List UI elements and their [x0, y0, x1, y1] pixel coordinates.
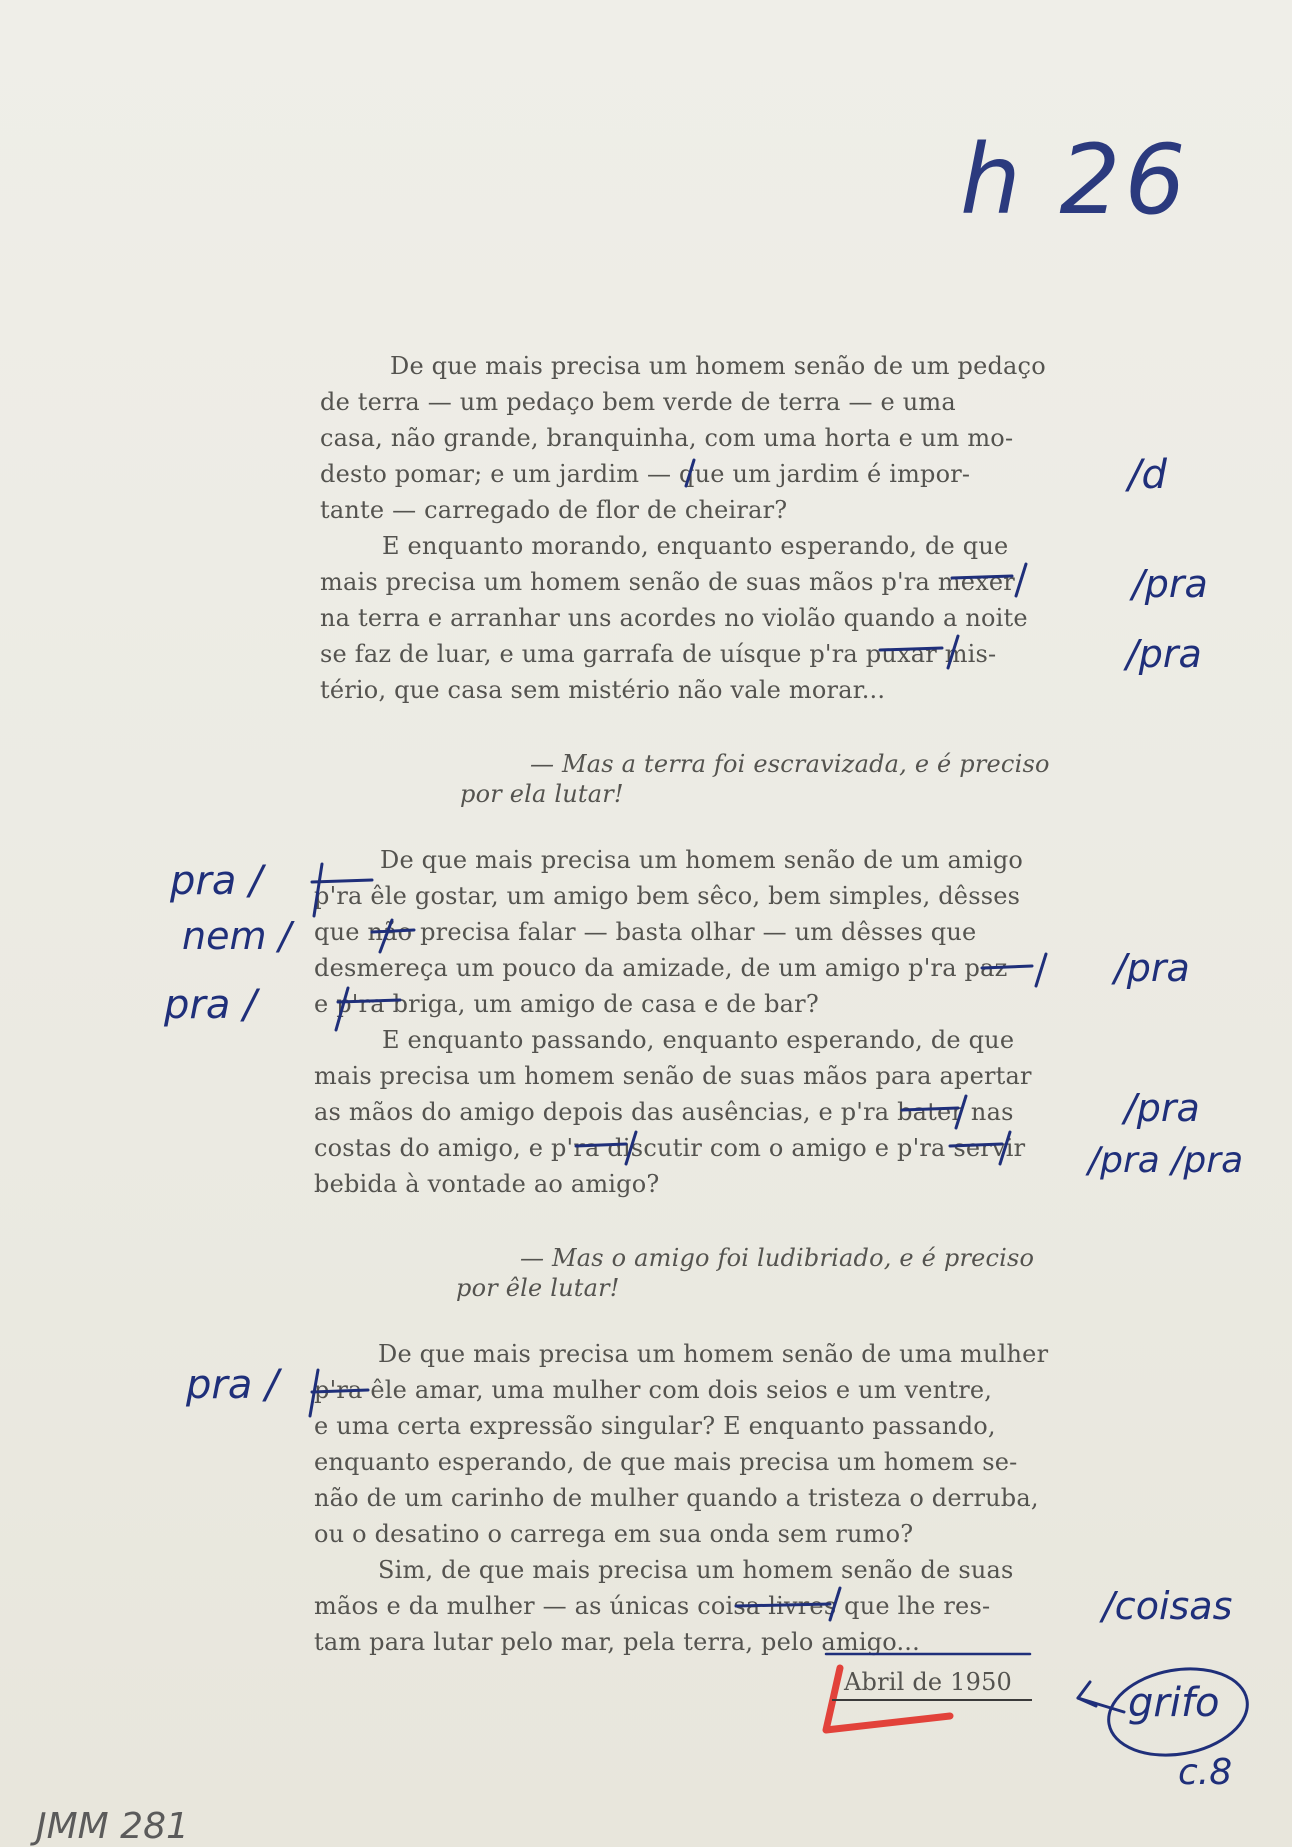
insert-slash [626, 1132, 636, 1164]
folio-number: h 26 [960, 124, 1190, 236]
strikethrough [338, 1000, 400, 1002]
text-line: De que mais precisa um homem senão de um amigo [380, 846, 1024, 874]
strikethrough [880, 648, 942, 650]
refrain-line: por ela lutar! [460, 780, 624, 808]
text-line: desto pomar; e um jardim — que um jardim é impor- [320, 460, 971, 488]
grifo-sub-note: c.8 [1178, 1752, 1233, 1793]
margin-note: /pra [1126, 632, 1202, 676]
text-line: bebida à vontade ao amigo? [314, 1170, 660, 1198]
text-line: p'ra êle gostar, um amigo bem sêco, bem simples, dêsses [314, 882, 1021, 910]
text-line: não de um carinho de mulher quando a tristeza o derruba, [314, 1484, 1039, 1512]
text-line: tério, que casa sem mistério não vale morar... [320, 676, 886, 704]
strikethrough [902, 1108, 958, 1110]
text-line: De que mais precisa um homem senão de uma mulher [378, 1340, 1049, 1368]
text-line: p'ra êle amar, uma mulher com dois seios e um ventre, [314, 1376, 993, 1404]
strikethrough [950, 1144, 1002, 1146]
margin-note: pra / [186, 1362, 279, 1408]
text-line: mais precisa um homem senão de suas mãos p'ra mexer [320, 568, 1015, 596]
insert-slash [1000, 1132, 1010, 1164]
strikethrough [952, 576, 1012, 578]
strikethrough [982, 966, 1032, 968]
arrow-head [1078, 1682, 1090, 1698]
text-line: e uma certa expressão singular? E enquanto passando, [314, 1412, 996, 1440]
text-line: mais precisa um homem senão de suas mãos para apertar [314, 1062, 1032, 1090]
insert-slash [380, 920, 392, 952]
text-line: se faz de luar, e uma garrafa de uísque p'ra puxar mis- [320, 640, 997, 668]
text-line: Sim, de que mais precisa um homem senão de suas [378, 1556, 1014, 1584]
refrain-line: — Mas o amigo foi ludibriado, e é preciso [520, 1244, 1035, 1272]
text-line: casa, não grande, branquinha, com uma horta e um mo- [320, 424, 1014, 452]
refrain-line: — Mas a terra foi escravizada, e é preciso [530, 750, 1050, 778]
insert-slash [1016, 564, 1026, 596]
text-line: tante — carregado de flor de cheirar? [320, 496, 788, 524]
text-line: ou o desatino o carrega em sua onda sem rumo? [314, 1520, 914, 1548]
margin-note: pra / [164, 982, 257, 1028]
text-line: e p'ra briga, um amigo de casa e de bar? [314, 990, 819, 1018]
margin-note: /pra [1114, 946, 1190, 990]
text-line: que não precisa falar — basta olhar — um dêsses que [314, 918, 977, 946]
margin-note: /pra [1124, 1086, 1200, 1130]
text-line: mãos e da mulher — as únicas coisa livres que lhe res- [314, 1592, 991, 1620]
margin-note: /pra /pra [1088, 1140, 1244, 1181]
pencil-archive-mark: JMM 281 [36, 1806, 189, 1847]
date-line: Abril de 1950 [844, 1668, 1013, 1696]
insert-slash [1036, 954, 1046, 986]
text-line: costas do amigo, e p'ra discutir com o amigo e p'ra servir [314, 1134, 1026, 1162]
text-line: enquanto esperando, de que mais precisa um homem se- [314, 1448, 1018, 1476]
insert-slash [686, 460, 694, 486]
text-line: tam para lutar pelo mar, pela terra, pelo amigo... [314, 1628, 920, 1656]
margin-note: /d [1128, 452, 1167, 498]
text-line: E enquanto passando, enquanto esperando, de que [382, 1026, 1015, 1054]
strikethrough [736, 1604, 830, 1606]
margin-note: pra / [170, 858, 263, 904]
strikethrough [372, 930, 414, 932]
insert-slash [948, 636, 958, 668]
text-line: as mãos do amigo depois das ausências, e p'ra bater nas [314, 1098, 1014, 1126]
refrain-line: por êle lutar! [456, 1274, 620, 1302]
insert-slash [314, 864, 322, 916]
grifo-note: grifo [1128, 1680, 1220, 1726]
margin-note: /pra [1132, 562, 1208, 606]
text-line: de terra — um pedaço bem verde de terra — e uma [320, 388, 956, 416]
insert-slash [336, 988, 348, 1030]
text-line: E enquanto morando, enquanto esperando, de que [382, 532, 1009, 560]
margin-note: nem / [182, 914, 292, 958]
text-line: desmereça um pouco da amizade, de um amigo p'ra paz [314, 954, 1008, 982]
text-line: na terra e arranhar uns acordes no violão quando a noite [320, 604, 1028, 632]
text-line: De que mais precisa um homem senão de um pedaço [390, 352, 1046, 380]
insert-slash [956, 1096, 966, 1128]
strikethrough [576, 1144, 626, 1146]
margin-note: /coisas [1102, 1584, 1233, 1628]
strikethrough [312, 1390, 368, 1392]
